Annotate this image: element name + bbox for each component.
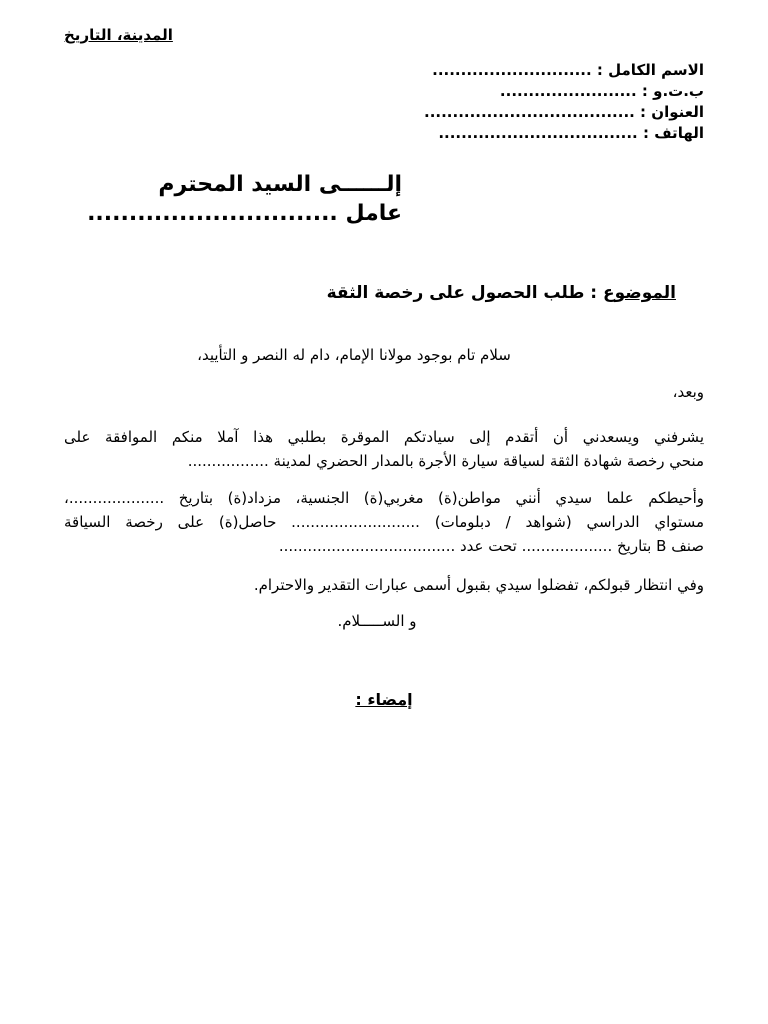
address-field: العنوان : .....................................	[424, 103, 704, 121]
after-greeting	[64, 380, 704, 404]
personal-info-line-1: وأحيطكم علما سيدي أنني مواطن(ة) مغربي(ة) الجنسية، مزداد(ة) بتاريخ ....................،	[64, 489, 704, 507]
signature-label: إمضاء :	[355, 690, 413, 709]
greeting-line: سلام تام بوجود مولانا الإمام، دام له النصر و التأييد،	[197, 346, 511, 364]
recipient-title: عامل ..............................	[87, 201, 402, 226]
id-card-field: ب.ت.و : ........................	[499, 82, 704, 100]
personal-info-paragraph	[64, 486, 704, 558]
subject-text: : طلب الحصول على رخصة الثقة	[326, 283, 604, 303]
personal-info-line-3: صنف B بتاريخ ................... تحت عدد .....................................	[278, 537, 704, 555]
after-text: وبعد،	[672, 383, 704, 401]
closing-paragraph-text: وفي انتظار قبولكم، تفضلوا سيدي بقبول أسمى عبارات التقدير والاحترام.	[253, 576, 704, 594]
request-line-2: منحي رخصة شهادة الثقة لسياقة سيارة الأجرة بالمدار الحضري لمدينة .................	[187, 452, 704, 470]
closing-salutation: و الســـــلام.	[337, 612, 417, 630]
request-paragraph	[64, 425, 704, 473]
recipient-salutation: إلــــــى السيد المحترم	[158, 172, 402, 197]
request-line-1: يشرفني ويسعدني أن أتقدم إلى سيادتكم الموقرة بطلبي هذا آملا منكم الموافقة على	[64, 428, 704, 446]
full-name-field: الاسم الكامل : ............................	[432, 61, 704, 79]
closing-paragraph	[64, 573, 704, 597]
phone-field: الهاتف : ...................................	[438, 124, 704, 142]
subject-line	[327, 283, 676, 303]
subject-label: الموضوع	[603, 283, 676, 303]
city-date-heading: المدينة، التاريخ	[64, 26, 173, 44]
personal-info-line-2: مستواي الدراسي (شواهد / دبلومات) ........................... حاصل(ة) على رخصة السياقة	[64, 513, 704, 531]
